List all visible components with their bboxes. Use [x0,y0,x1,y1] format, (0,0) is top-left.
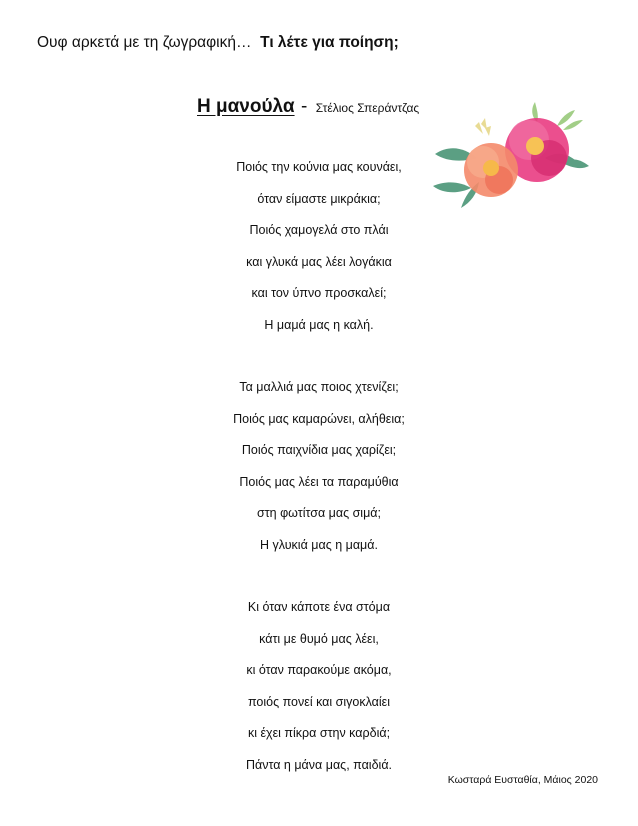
poem-author: Στέλιος Σπεράντζας [315,101,420,115]
poem-line: Η γλυκιά μας η μαμά. [260,537,378,552]
poem-line: Ποιός μας λέει τα παραμύθια [239,474,399,489]
intro-text: Ουφ αρκετά με τη ζωγραφική… [37,34,252,51]
intro-line [37,34,399,52]
poem-line: κι όταν παρακούμε ακόμα, [246,663,392,677]
poem-line: Η μαμά μας η καλή. [264,317,374,332]
poem-line: στη φωτίτσα μας σιμά; [257,506,381,520]
poem-line: Ποιός χαμογελά στο πλάι [249,223,389,237]
poem-line: και γλυκά μας λέει λογάκια [246,254,392,269]
footer-signature: Κωσταρά Ευσταθία, Μάιος 2020 [447,774,598,786]
stanza [0,372,638,561]
poem-line: Ποιός την κούνια μας κουνάει, [236,160,402,174]
poem-line: Πάντα η μάνα μας, παιδιά. [245,757,393,772]
poem-line: όταν είμαστε μικράκια; [257,191,381,206]
intro-question: Τι λέτε για ποίηση; [260,34,399,51]
poem-line: κι έχει πίκρα στην καρδιά; [247,726,391,740]
poem-line: κάτι με θυμό μας λέει, [259,631,379,646]
poem-body [0,152,638,812]
poem-line: Κι όταν κάποτε ένα στόμα [247,600,391,614]
poem-line: Τα μαλλιά μας ποιος χτενίζει; [239,380,399,394]
poem-line: και τον ύπνο προσκαλεί; [251,286,387,300]
stanza [0,152,638,341]
title-row [197,96,419,118]
poem-line: ποιός πονεί και σιγοκλαίει [247,694,391,709]
poem-line: Ποιός μας καμαρώνει, αλήθεια; [233,411,405,426]
stanza [0,592,638,781]
poem-line: Ποιός παιχνίδια μας χαρίζει; [241,443,397,457]
poem-title: Η μανούλα [197,96,295,117]
title-separator: - [301,96,308,117]
